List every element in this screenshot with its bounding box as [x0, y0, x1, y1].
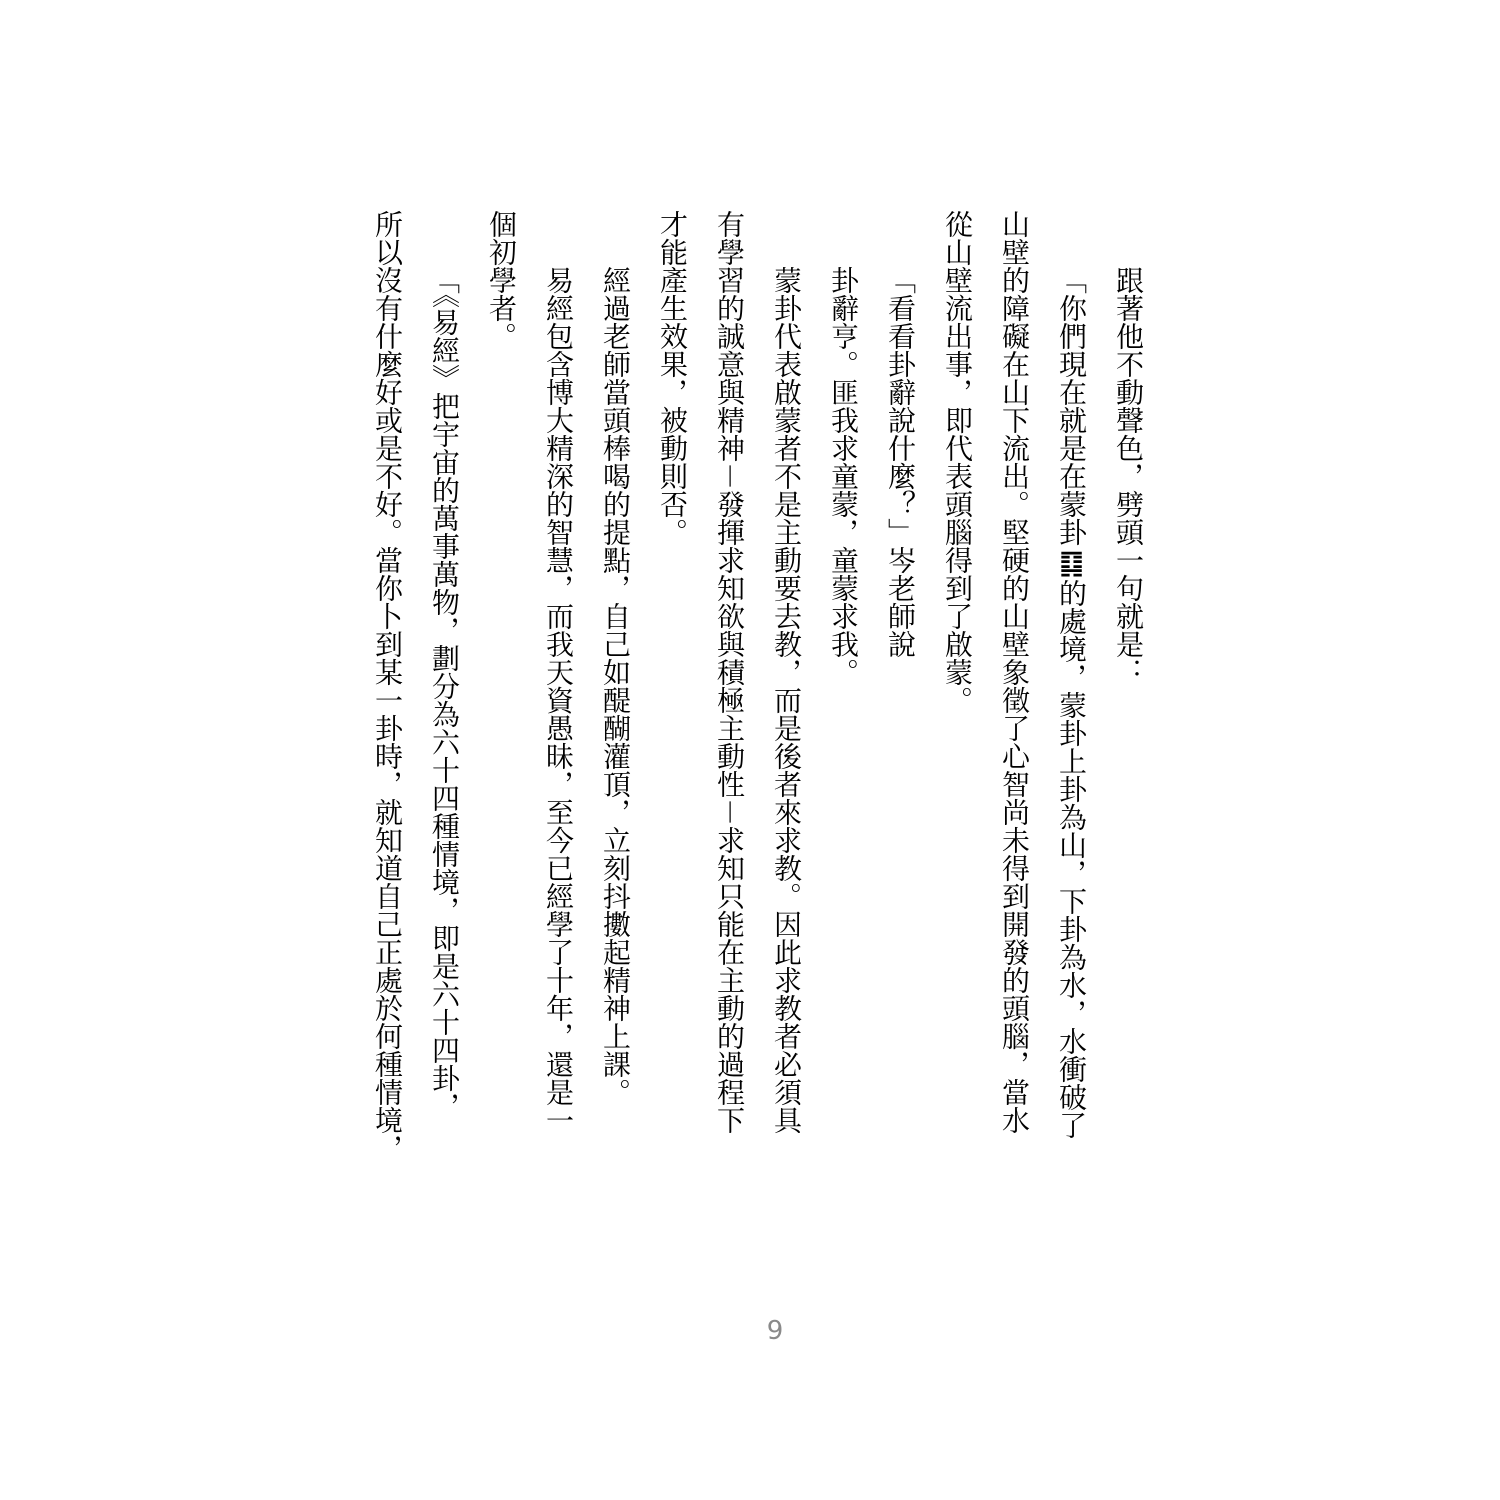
paragraph-column: 跟著他不動聲色，劈頭一句就是：	[1112, 266, 1145, 686]
paragraph-column: 經過老師當頭棒喝的提點，自己如醍醐灌頂，立刻抖擻起精神上課。	[599, 266, 632, 1106]
paragraph-column: 「看看卦辭說什麼？」岑老師說	[884, 266, 917, 658]
paragraph-column: 山壁的障礙在山下流出。堅硬的山壁象徵了心智尚未得到開發的頭腦，當水	[998, 210, 1031, 1134]
paragraph-column: 有學習的誠意與精神－發揮求知欲與積極主動性－求知只能在主動的過程下	[713, 210, 746, 1135]
paragraph-column: 易經包含博大精深的智慧，而我天資愚昧，至今已經學了十年，還是一	[542, 266, 575, 1134]
paragraph-column: 卦辭亨。匪我求童蒙，童蒙求我。	[827, 266, 860, 686]
vertical-text-block	[359, 210, 1157, 1195]
paragraph-column: 從山壁流出事，即代表頭腦得到了啟蒙。	[941, 210, 974, 714]
page-number: 9	[766, 1316, 784, 1346]
paragraph-column: 蒙卦代表啟蒙者不是主動要去教，而是後者來求教。因此求教者必須具	[770, 266, 803, 1134]
paragraph-column: 個初學者。	[485, 210, 518, 350]
paragraph-column: 才能產生效果，被動則否。	[656, 210, 689, 546]
paragraph-column: 「《易經》把宇宙的萬事萬物，劃分為六十四種情境，即是六十四卦，	[428, 266, 461, 1120]
paragraph-column: 「你們現在就是在蒙卦䷃的處境，蒙卦上卦為山，下卦為水，水衝破了	[1055, 266, 1088, 1139]
paragraph-column: 所以沒有什麼好或是不好。當你卜到某一卦時，就知道自己正處於何種情境，	[371, 210, 404, 1162]
